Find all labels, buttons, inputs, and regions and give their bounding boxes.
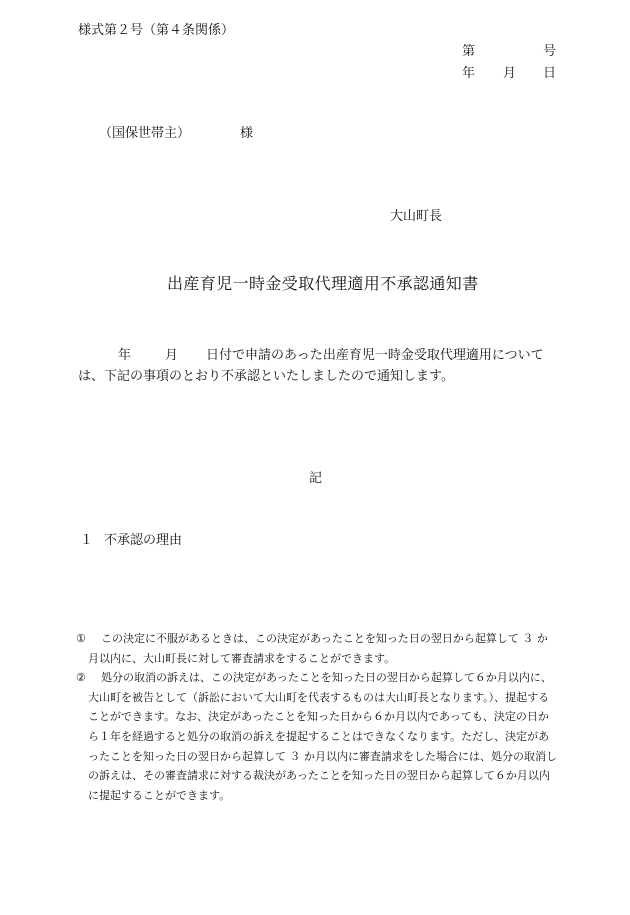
note-line: ったことを知った日の翌日から起算して ３ か月以内に審査請求をした場合には、処分の取消し xyxy=(88,749,557,763)
body-month-label: 月 xyxy=(165,348,179,363)
reference-number-suffix: 号 xyxy=(543,44,557,59)
section-1-number: １ xyxy=(80,533,94,548)
addressee-label: （国保世帯主） xyxy=(99,126,191,141)
section-1-label: 不承認の理由 xyxy=(104,533,183,548)
date-year-label: 年 xyxy=(462,66,476,81)
note-line: 大山町を被告として（訴訟において大山町を代表するものは大山町長となります。）、提起する xyxy=(88,690,550,704)
document-title: 出産育児一時金受取代理適用不承認通知書 xyxy=(167,274,479,293)
note-mark: ① xyxy=(76,632,86,645)
note-line: ことができます。なお、決定があったことを知った日から６か月以内であっても、決定の日か xyxy=(88,710,549,724)
addressee-honorific: 様 xyxy=(240,126,254,141)
body-line-1-text: 日付で申請のあった出産育児一時金受取代理適用について xyxy=(206,348,544,363)
form-number: 様式第２号（第４条関係） xyxy=(78,23,235,38)
note-item xyxy=(76,629,558,668)
reference-number-prefix: 第 xyxy=(462,44,476,59)
note-line: に提起することができます。 xyxy=(88,788,231,802)
body-line-2: は、下記の事項のとおり不承認といたしましたので通知します。 xyxy=(78,369,454,384)
notes-block xyxy=(76,629,558,805)
note-line: この決定に不服があるときは、この決定があったことを知った日の翌日から起算して ３ か xyxy=(101,632,548,645)
note-line: の訴えは、その審査請求に対する裁決があったことを知った日の翌日から起算して６か月以内 xyxy=(88,769,550,783)
ki-heading: 記 xyxy=(309,471,323,486)
issuer-name: 大山町長 xyxy=(390,209,443,224)
note-line: 処分の取消の訴えは、この決定があったことを知った日の翌日から起算して６か月以内に、 xyxy=(101,671,552,685)
section-1-heading xyxy=(80,529,182,548)
date-month-label: 月 xyxy=(503,66,517,81)
body-line-1 xyxy=(78,345,558,366)
date-day-label: 日 xyxy=(543,66,557,81)
note-line: ら１年を経過すると処分の取消の訴えを提起することはできなくなります。ただし、決定があ xyxy=(88,729,550,743)
note-line: 月以内に、大山町長に対して審査請求をすることができます。 xyxy=(88,651,396,665)
body-year-label: 年 xyxy=(118,348,132,363)
note-mark: ② xyxy=(76,671,86,685)
note-item xyxy=(76,668,558,805)
body-paragraph xyxy=(78,345,558,387)
